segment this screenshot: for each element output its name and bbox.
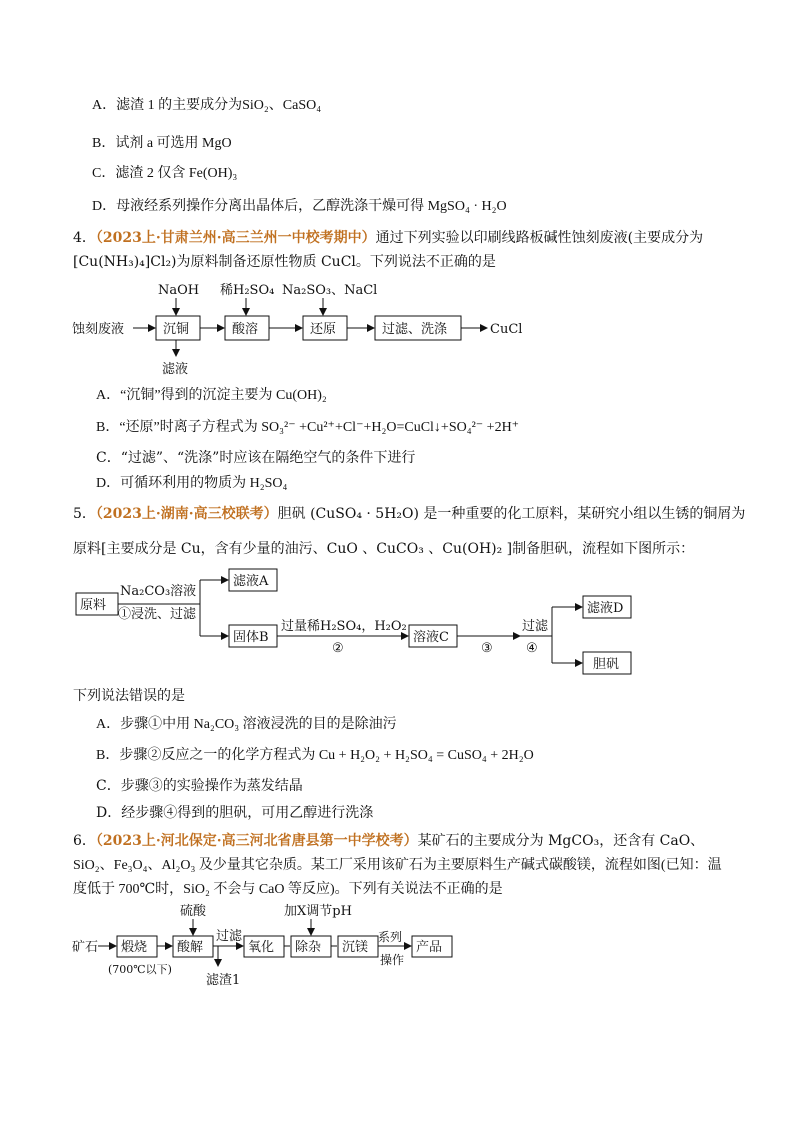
q5-flow-start: 原料 <box>80 598 107 613</box>
q4-stem-line1: 通过下列实验以印刷线路板碱性蚀刻废液(主要成分为 <box>375 230 704 246</box>
q3-option-a: A．滤渣 1 的主要成分为SiO₂、CaSO₄ <box>92 98 322 113</box>
q4-source: （2023上·甘肃兰州·高三兰州一中校考期中） <box>95 230 376 246</box>
q6-adjust-ph: 加X调节pH <box>284 904 352 919</box>
q4-box-precipitate: 沉铜 <box>163 322 190 337</box>
q6-series-label-1: 系列 <box>378 930 403 944</box>
q4-option-a: A．“沉铜”得到的沉淀主要为 Cu(OH)₂ <box>96 388 327 403</box>
q6-stem-line1: 某矿石的主要成分为 MgCO₃，还含有 CaO、 <box>417 833 705 849</box>
q6-box-product: 产品 <box>416 940 443 955</box>
q5-solution-c: 溶液C <box>413 630 449 645</box>
q6-box-precipitate-mg: 沉镁 <box>342 940 369 955</box>
q5-filtrate-a: 滤液A <box>233 574 269 589</box>
q6-box-purify: 除杂 <box>295 940 322 955</box>
q5-solid-b: 固体B <box>233 630 269 645</box>
q5-option-c: C．步骤③的实验操作为蒸发结晶 <box>96 778 303 794</box>
q5-source: （2023上·湖南·高三校联考） <box>95 506 278 522</box>
q5-step3-number: ③ <box>481 641 493 656</box>
q6-source: （2023上·河北保定·高三河北省唐县第一中学校考） <box>95 833 418 849</box>
q6-flow-start: 矿石 <box>72 940 99 955</box>
q6-stem-line2: SiO₂、Fe₃O₄、Al₂O₃ 及少量其它杂质。某工厂采用该矿石为主要原料生产碱式碳酸镁，流程如图(已知：温 <box>73 858 722 873</box>
q6-stem-line3: 度低于 700℃时，SiO₂ 不会与 CaO 等反应)。下列有关说法不正确的是 <box>73 882 503 897</box>
q5-product: 胆矾 <box>593 657 620 672</box>
q5-step1-reagent: Na₂CO₃溶液 <box>120 584 197 599</box>
q5-step4-operation: 过滤 <box>522 619 549 634</box>
q5-step2-number: ② <box>332 641 344 656</box>
q5-filtrate-d: 滤液D <box>587 601 624 616</box>
q5-step1-operation: ①浸洗、过滤 <box>118 607 197 622</box>
q4-box-filter-wash: 过滤、洗涤 <box>382 322 448 337</box>
q4-flow-end: CuCl <box>490 322 523 337</box>
q5-option-a: A．步骤①中用 Na₂CO₃ 溶液浸洗的目的是除油污 <box>96 717 397 732</box>
q4-stem-line2: [Cu(NH₃)₄]Cl₂)为原料制备还原性物质 CuCl。下列说法不正确的是 <box>73 254 496 270</box>
q6-box-oxidize: 氧化 <box>248 940 275 955</box>
q4-option-d: D．可循环利用的物质为 H₂SO₄ <box>96 476 288 491</box>
q5-option-b: B．步骤②反应之一的化学方程式为 Cu + H₂O₂ + H₂SO₄ = CuSO₄ + 2H₂O <box>96 748 534 763</box>
q5-step4-number: ④ <box>526 641 538 656</box>
q3-option-c: C．滤渣 2 仅含 Fe(OH)₃ <box>92 166 238 181</box>
q6-box-acid-dissolve: 酸解 <box>177 940 204 955</box>
q3-option-d: D．母液经系列操作分离出晶体后，乙醇洗涤干燥可得 MgSO₄ · H₂O <box>92 199 507 214</box>
q6-series-label-2: 操作 <box>380 953 405 967</box>
q4-reagent-naoh: NaOH <box>158 283 200 298</box>
q5-stem-line2: 原料[主要成分是 Cu，含有少量的油污、CuO 、CuCO₃ 、Cu(OH)₂ ]制备胆矾，流程如下图所示： <box>73 541 695 557</box>
q4-number: 4． <box>73 230 96 246</box>
q6-calcine-note: (700℃以下) <box>108 963 172 976</box>
q4-box-reduce: 还原 <box>310 322 337 337</box>
q6-number: 6． <box>73 833 96 849</box>
q4-flow-start: 蚀刻废液 <box>72 322 125 337</box>
q5-stem-line1: 胆矾 (CuSO₄ · 5H₂O) 是一种重要的化工原料，某研究小组以生锈的铜屑为 <box>277 506 746 522</box>
q6-residue-1: 滤渣1 <box>206 973 241 988</box>
q4-byproduct-filtrate: 滤液 <box>162 362 189 377</box>
q5-step2-reagent: 过量稀H₂SO₄，H₂O₂ <box>281 619 407 634</box>
q6-filter-label: 过滤 <box>216 929 243 944</box>
q5-number: 5． <box>73 506 96 522</box>
q6-reagent-sulfuric: 硫酸 <box>180 904 207 919</box>
q4-option-b: B．“还原”时离子方程式为 SO₃²⁻ +Cu²⁺+Cl⁻+H₂O=CuCl↓+SO₄²⁻ +2H⁺ <box>96 420 520 435</box>
q5-option-d: D．经步骤④得到的胆矾，可用乙醇进行洗涤 <box>96 805 374 821</box>
q5-lead: 下列说法错误的是 <box>73 688 185 704</box>
q4-box-dissolve: 酸溶 <box>232 322 259 337</box>
q4-reagent-reductant: Na₂SO₃、NaCl <box>282 283 378 298</box>
q4-reagent-acid: 稀H₂SO₄ <box>220 283 275 298</box>
q3-option-b: B．试剂 a 可选用 MgO <box>92 136 232 151</box>
q4-option-c: C．“过滤”、“洗涤”时应该在隔绝空气的条件下进行 <box>96 450 416 466</box>
q6-box-calcine: 煅烧 <box>121 940 148 955</box>
